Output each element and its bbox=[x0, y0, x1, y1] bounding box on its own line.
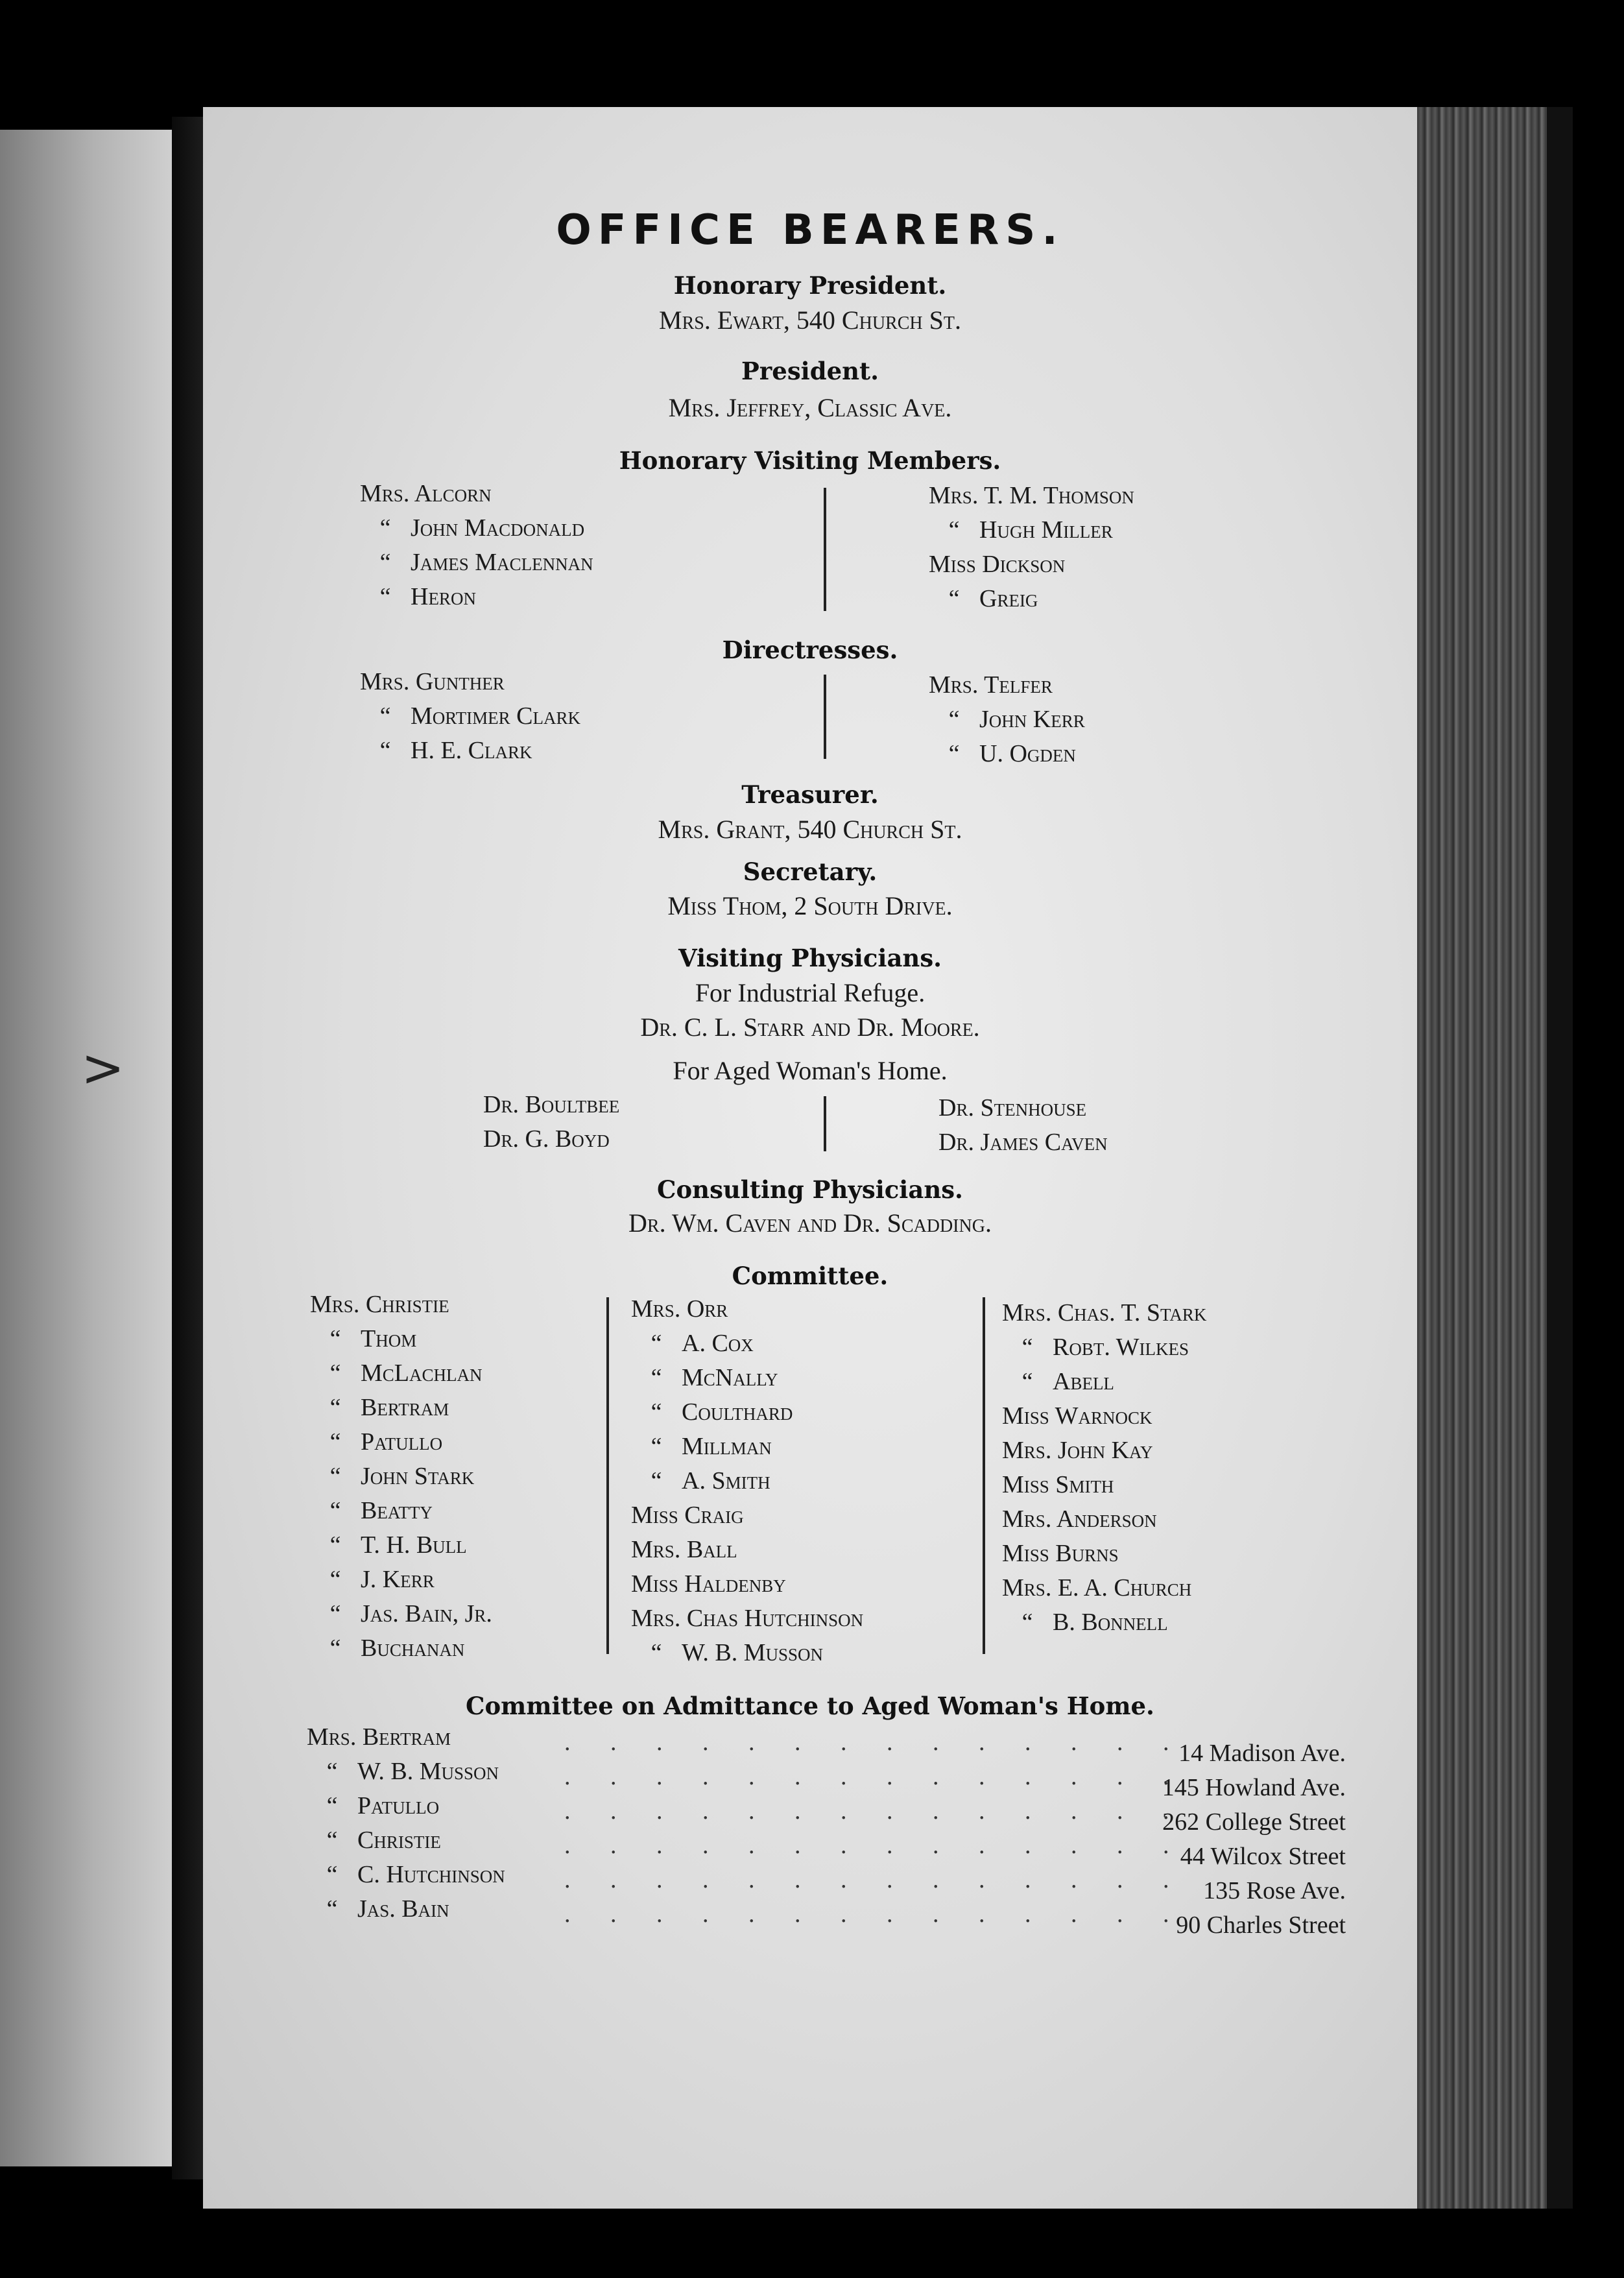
list-item: Miss Craig bbox=[631, 1502, 744, 1529]
column-divider bbox=[824, 488, 826, 611]
aged-home-physicians-left bbox=[483, 1088, 619, 1157]
directresses-heading: Directresses. bbox=[722, 636, 898, 664]
industrial-refuge-label: For Industrial Refuge. bbox=[695, 978, 925, 1007]
list-item: Mrs. Ball bbox=[631, 1536, 737, 1563]
treasurer-text: Mrs. Grant, 540 Church St. bbox=[658, 815, 962, 844]
list-item: Dr. G. Boyd bbox=[483, 1125, 610, 1153]
list-item: “ John Macdonald bbox=[379, 514, 585, 542]
list-item: “ James Maclennan bbox=[379, 549, 593, 576]
visiting-members-right bbox=[929, 479, 1134, 616]
committee-column-2 bbox=[631, 1292, 863, 1670]
admittance-addresses bbox=[892, 1736, 1346, 1943]
admittance-heading: Committee on Admittance to Aged Woman's Home. bbox=[466, 1692, 1154, 1720]
consulting-physicians-heading: Consulting Physicians. bbox=[657, 1175, 963, 1204]
list-item: “ Thom bbox=[329, 1325, 417, 1352]
list-item: Mrs. Chas. T. Stark bbox=[1002, 1299, 1207, 1326]
directresses-left bbox=[360, 665, 580, 768]
honorary-president-text: Mrs. Ewart, 540 Church St. bbox=[659, 306, 961, 335]
column-divider bbox=[824, 1096, 826, 1151]
list-item: “ W. B. Musson bbox=[651, 1639, 824, 1666]
president-heading: President. bbox=[741, 357, 879, 385]
column-divider bbox=[983, 1297, 985, 1654]
list-item: 90 Charles Street bbox=[1176, 1912, 1346, 1939]
list-item: Miss Haldenby bbox=[631, 1570, 786, 1598]
list-item: “ A. Cox bbox=[651, 1330, 754, 1357]
list-item: “ Patullo bbox=[329, 1428, 443, 1456]
list-item: “ U. Ogden bbox=[948, 740, 1076, 767]
list-item: “ John Kerr bbox=[948, 706, 1085, 733]
list-item: “ Millman bbox=[651, 1433, 772, 1460]
admittance-names bbox=[307, 1720, 505, 1926]
aged-home-physicians-right bbox=[938, 1091, 1108, 1160]
list-item: Miss Smith bbox=[1002, 1471, 1114, 1498]
list-item: “ A. Smith bbox=[651, 1467, 770, 1494]
list-item: “ Heron bbox=[379, 583, 476, 610]
list-item: “ H. E. Clark bbox=[379, 737, 532, 764]
list-item: “ B. Bonnell bbox=[1021, 1609, 1168, 1636]
list-item: Dr. Boultbee bbox=[483, 1091, 620, 1118]
list-item: Mrs. E. A. Church bbox=[1002, 1574, 1192, 1601]
list-item: 135 Rose Ave. bbox=[1203, 1877, 1346, 1904]
facing-page-mark: > bbox=[81, 1038, 125, 1098]
page-title: OFFICE BEARERS. bbox=[556, 206, 1064, 254]
list-item: “ Coulthard bbox=[651, 1398, 793, 1426]
page-edges bbox=[1417, 107, 1573, 2209]
list-item: Miss Burns bbox=[1002, 1540, 1119, 1567]
list-item: “ Jas. Bain bbox=[326, 1895, 449, 1923]
dot-leaders: . . . . . . . . . . . . . . . . . . . . . . . . . . . . . . . . . . . . . . . . . . . . . . . . . . . . . . . . . . . . . . . . . . . . . . . . . . . . . . . . . . . . bbox=[564, 1729, 1186, 1928]
list-item: Mrs. Telfer bbox=[929, 671, 1053, 699]
list-item: Mrs. Bertram bbox=[307, 1723, 451, 1751]
list-item: Mrs. Chas Hutchinson bbox=[631, 1605, 864, 1632]
committee-heading: Committee. bbox=[732, 1262, 889, 1290]
list-item: Miss Dickson bbox=[929, 551, 1066, 578]
list-item: “ Greig bbox=[948, 585, 1038, 612]
book-spine bbox=[172, 117, 203, 2179]
visiting-members-left bbox=[360, 477, 593, 614]
column-divider bbox=[824, 675, 826, 759]
list-item: Mrs. Anderson bbox=[1002, 1505, 1157, 1533]
list-item: Mrs. Alcorn bbox=[360, 480, 492, 507]
list-item: “ Patullo bbox=[326, 1792, 440, 1819]
list-item: 145 Howland Ave. bbox=[1162, 1774, 1346, 1801]
list-item: Mrs. T. M. Thomson bbox=[929, 482, 1134, 509]
aged-home-label: For Aged Woman's Home. bbox=[673, 1056, 948, 1085]
list-item: “ McLachlan bbox=[329, 1360, 483, 1387]
list-item: Dr. James Caven bbox=[938, 1129, 1108, 1156]
list-item: Miss Warnock bbox=[1002, 1402, 1152, 1430]
list-item: “ Hugh Miller bbox=[948, 516, 1113, 544]
committee-column-3 bbox=[1002, 1296, 1206, 1640]
list-item: “ Beatty bbox=[329, 1497, 433, 1524]
list-item: “ Mortimer Clark bbox=[379, 702, 581, 730]
list-item: Mrs. Gunther bbox=[360, 668, 505, 695]
list-item: “ Christie bbox=[326, 1827, 441, 1854]
list-item: “ McNally bbox=[651, 1364, 778, 1391]
list-item: 44 Wilcox Street bbox=[1180, 1843, 1346, 1870]
list-item: “ C. Hutchinson bbox=[326, 1861, 505, 1888]
list-item: Mrs. Orr bbox=[631, 1295, 728, 1323]
list-item: “ Robt. Wilkes bbox=[1021, 1334, 1189, 1361]
list-item: “ Abell bbox=[1021, 1368, 1114, 1395]
secretary-text: Miss Thom, 2 South Drive. bbox=[667, 891, 953, 920]
list-item: Mrs. Christie bbox=[310, 1291, 449, 1318]
visiting-physicians-heading: Visiting Physicians. bbox=[678, 944, 942, 972]
list-item: “ W. B. Musson bbox=[326, 1758, 499, 1785]
facing-page bbox=[0, 130, 172, 2166]
treasurer-heading: Treasurer. bbox=[741, 780, 879, 809]
committee-column-1 bbox=[310, 1288, 492, 1666]
list-item: “ Buchanan bbox=[329, 1635, 465, 1662]
list-item: Dr. Stenhouse bbox=[938, 1094, 1087, 1121]
list-item: 262 College Street bbox=[1162, 1808, 1346, 1836]
president-text: Mrs. Jeffrey, Classic Ave. bbox=[668, 393, 952, 422]
list-item: 14 Madison Ave. bbox=[1178, 1740, 1346, 1767]
list-item: “ J. Kerr bbox=[329, 1566, 435, 1593]
secretary-heading: Secretary. bbox=[743, 857, 878, 886]
industrial-refuge-physicians: Dr. C. L. Starr and Dr. Moore. bbox=[640, 1013, 980, 1042]
visiting-members-heading: Honorary Visiting Members. bbox=[619, 446, 1001, 475]
column-divider bbox=[606, 1297, 609, 1654]
list-item: Mrs. John Kay bbox=[1002, 1437, 1153, 1464]
list-item: “ Jas. Bain, Jr. bbox=[329, 1600, 492, 1627]
honorary-president-heading: Honorary President. bbox=[673, 271, 947, 300]
consulting-physicians-text: Dr. Wm. Caven and Dr. Scadding. bbox=[628, 1208, 992, 1238]
list-item: “ John Stark bbox=[329, 1463, 475, 1490]
list-item: “ Bertram bbox=[329, 1394, 449, 1421]
directresses-right bbox=[929, 668, 1085, 771]
list-item: “ T. H. Bull bbox=[329, 1531, 467, 1559]
